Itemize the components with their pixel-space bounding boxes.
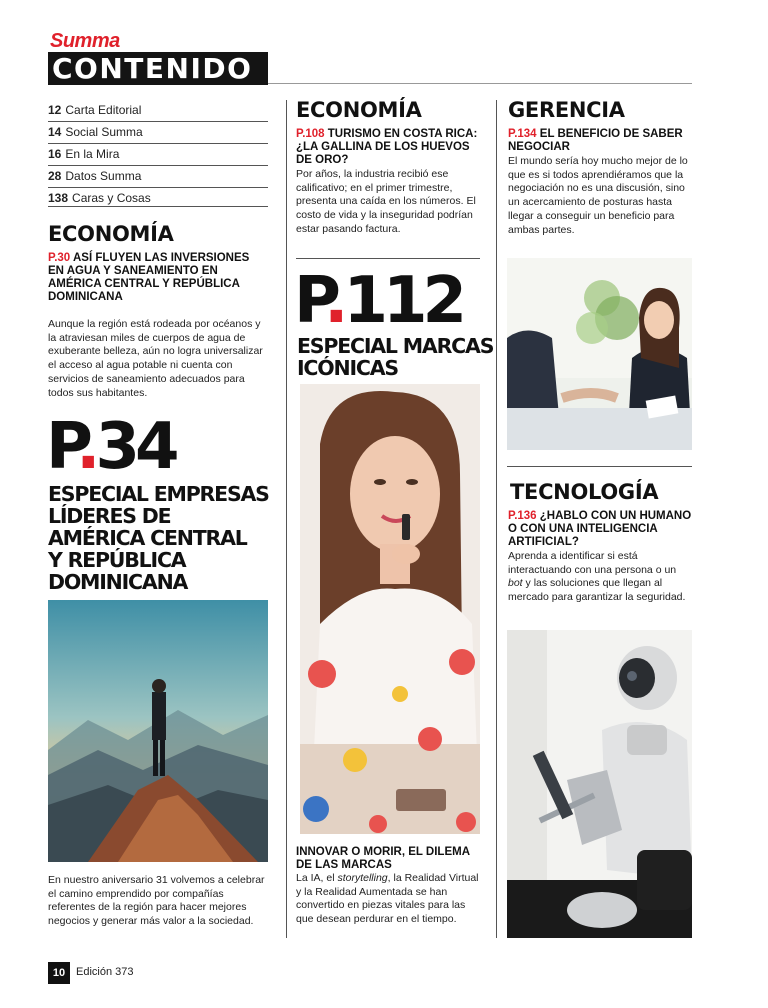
toc-list <box>48 100 268 209</box>
summa-logo: Summa <box>50 30 120 52</box>
toc-divider <box>48 206 268 207</box>
article-summary: Por años, la industria recibió ese calificativo; en el primer trimestre, presenta una caída en los números. El costo de vida y la inseguridad podrían estar pasando factura. <box>296 168 476 235</box>
article-summary: Aprenda a identificar si está interactuando con una persona o un bot y las soluciones que llegan al mercado para garantizar la seguridad. <box>508 550 686 604</box>
header-rule <box>268 83 692 84</box>
toc-item[interactable]: 12 Carta Editorial <box>48 100 268 122</box>
special-feature-title[interactable]: ESPECIAL MARCAS ICÓNICAS <box>297 334 494 380</box>
toc-item[interactable]: 138 Caras y Cosas <box>48 191 151 205</box>
article-summary: Aunque la región está rodeada por océanos y la atraviesan miles de cuerpos de agua de exuberante belleza, aún no logra universalizar el acceso al agua potable ni cuenta con servicios de saneamiento adecuados para todos sus habitantes. <box>48 318 263 399</box>
article-title[interactable]: P.134 EL BENEFICIO DE SABER NEGOCIAR <box>508 128 683 153</box>
column-divider <box>286 100 287 938</box>
article-title[interactable]: P.30 ASÍ FLUYEN LAS INVERSIONES EN AGUA Y SANEAMIENTO EN AMÉRICA CENTRAL Y REPÚBLICA DOMINICANA <box>48 252 250 303</box>
woman-lipstick-photo <box>300 384 480 834</box>
section-heading-economia: ECONOMÍA <box>48 222 174 246</box>
page-reference-big[interactable]: P.112 <box>294 264 463 338</box>
toc-item[interactable]: 14 Social Summa <box>48 122 268 144</box>
section-heading-gerencia: GERENCIA <box>508 98 625 122</box>
column-divider <box>496 100 497 938</box>
section-title-bar <box>48 52 268 85</box>
article-title[interactable]: P.136 ¿HABLO CON UN HUMANO O CON UNA INTELIGENCIA ARTIFICIAL? <box>508 510 692 548</box>
mountain-summit-photo <box>48 600 268 862</box>
page-number: 10 <box>48 962 70 984</box>
article-title[interactable]: INNOVAR O MORIR, EL DILEMA DE LAS MARCAS <box>296 846 470 871</box>
section-heading-economia: ECONOMÍA <box>296 98 422 122</box>
edition-label: Edición 373 <box>76 966 134 978</box>
toc-item[interactable]: 28 Datos Summa <box>48 166 268 188</box>
toc-item[interactable]: 16 En la Mira <box>48 144 268 166</box>
divider <box>507 466 692 467</box>
page-title: CONTENIDO <box>52 52 253 85</box>
article-summary: El mundo sería hoy mucho mejor de lo que es si todos aprendiéramos que la negociación no es una discusión, sino un acercamiento de posturas hasta llegar a conseguir un beneficio para ambas partes. <box>508 155 688 236</box>
special-feature-caption: En nuestro aniversario 31 volvemos a celebrar el camino emprendido por compañías referentes de la región para hacer mejores negocios y generar más valor a la sociedad. <box>48 874 265 928</box>
divider <box>296 258 480 259</box>
robot-laptop-photo <box>507 630 692 938</box>
article-title[interactable]: P.108 TURISMO EN COSTA RICA: ¿LA GALLINA DE LOS HUEVOS DE ORO? <box>296 128 478 166</box>
article-summary: La IA, el storytelling, la Realidad Virtual y la Realidad Aumentada se han convertido en piezas vitales para las que desean perdurar en el tiempo. <box>296 872 479 926</box>
section-heading-tecnologia: TECNOLOGÍA <box>510 480 659 504</box>
special-feature-title[interactable]: ESPECIAL EMPRESAS LÍDERES DE AMÉRICA CENTRAL Y REPÚBLICA DOMINICANA <box>48 482 269 594</box>
page-reference-big[interactable]: P.34 <box>46 410 175 484</box>
business-handshake-photo <box>507 258 692 450</box>
